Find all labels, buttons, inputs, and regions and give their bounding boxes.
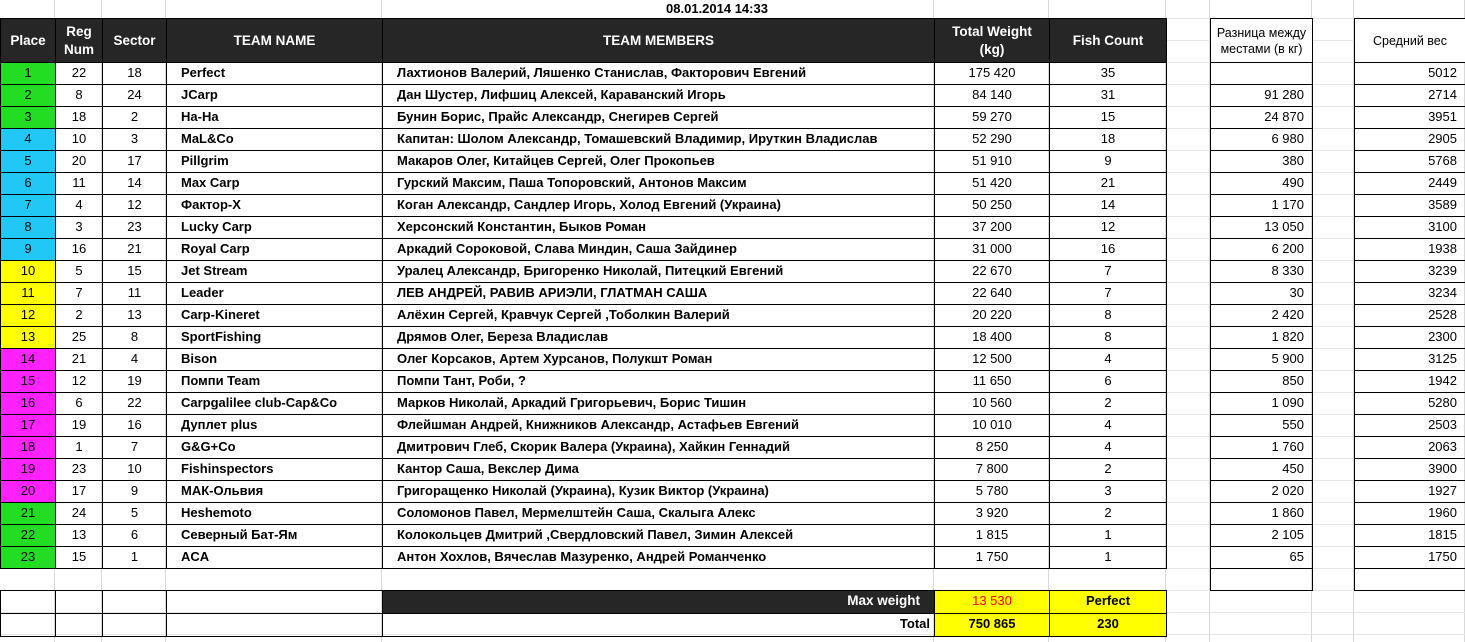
team-name-cell[interactable]: SportFishing <box>166 326 383 349</box>
sector-cell[interactable]: 6 <box>102 524 167 547</box>
avg-cell[interactable]: 2714 <box>1354 84 1465 107</box>
reg-num-cell[interactable]: 6 <box>55 392 103 415</box>
place-cell[interactable]: 18 <box>0 436 56 459</box>
team-name-cell[interactable]: MaL&Co <box>166 128 383 151</box>
sector-cell[interactable]: 2 <box>102 106 167 129</box>
header-team-members[interactable]: TEAM MEMBERS <box>382 18 935 63</box>
avg-cell[interactable]: 1750 <box>1354 546 1465 569</box>
team-name-cell[interactable]: Pillgrim <box>166 150 383 173</box>
sector-cell[interactable]: 9 <box>102 480 167 503</box>
place-cell[interactable]: 7 <box>0 194 56 217</box>
team-name-cell[interactable]: МАК-Ольвия <box>166 480 383 503</box>
avg-cell[interactable]: 3100 <box>1354 216 1465 239</box>
max-weight-value[interactable]: 13 530 <box>934 590 1050 614</box>
header-total-weight[interactable]: Total Weight (kg) <box>934 18 1050 63</box>
team-name-cell[interactable]: G&G+Co <box>166 436 383 459</box>
reg-num-cell[interactable]: 19 <box>55 414 103 437</box>
header-reg-num[interactable]: Reg Num <box>55 18 103 63</box>
team-name-cell[interactable]: Leader <box>166 282 383 305</box>
footer-empty-sector[interactable] <box>102 590 167 614</box>
total-weight-cell[interactable]: 31 000 <box>934 238 1050 261</box>
team-members-cell[interactable]: Соломонов Павел, Мермелштейн Саша, Скалыга Алекс <box>382 502 935 525</box>
total-weight-cell[interactable]: 7 800 <box>934 458 1050 481</box>
fish-count-cell[interactable]: 7 <box>1049 260 1167 283</box>
diff-cell[interactable]: 65 <box>1210 546 1313 569</box>
team-members-cell[interactable]: Коган Александр, Сандлер Игорь, Холод Евгений (Украина) <box>382 194 935 217</box>
fish-count-cell[interactable]: 2 <box>1049 458 1167 481</box>
diff-cell[interactable]: 2 020 <box>1210 480 1313 503</box>
fish-count-cell[interactable]: 21 <box>1049 172 1167 195</box>
fish-count-cell[interactable]: 15 <box>1049 106 1167 129</box>
total-fish-count-value[interactable]: 230 <box>1049 613 1167 637</box>
team-members-cell[interactable]: Колокольцев Дмитрий ,Свердловский Павел, Зимин Алексей <box>382 524 935 547</box>
team-members-cell[interactable]: Уралец Александр, Бригоренко Николай, Питецкий Евгений <box>382 260 935 283</box>
place-cell[interactable]: 4 <box>0 128 56 151</box>
reg-num-cell[interactable]: 4 <box>55 194 103 217</box>
reg-num-cell[interactable]: 12 <box>55 370 103 393</box>
avg-empty-cell[interactable] <box>1354 568 1465 591</box>
team-members-cell[interactable]: Аркадий Сороковой, Слава Миндин, Саша Зайдинер <box>382 238 935 261</box>
avg-cell[interactable]: 2063 <box>1354 436 1465 459</box>
place-cell[interactable]: 21 <box>0 502 56 525</box>
header-diff[interactable]: Разница между местами (в кг) <box>1210 18 1313 63</box>
team-members-cell[interactable]: Дан Шустер, Лифшиц Алексей, Караванский Игорь <box>382 84 935 107</box>
avg-cell[interactable]: 3589 <box>1354 194 1465 217</box>
sector-cell[interactable]: 7 <box>102 436 167 459</box>
total-label: Total <box>382 613 935 637</box>
fish-count-cell[interactable]: 9 <box>1049 150 1167 173</box>
avg-cell[interactable]: 2300 <box>1354 326 1465 349</box>
sector-cell[interactable]: 19 <box>102 370 167 393</box>
team-members-cell[interactable]: Помпи Тант, Роби, ? <box>382 370 935 393</box>
diff-cell[interactable]: 550 <box>1210 414 1313 437</box>
team-members-cell[interactable]: Капитан: Шолом Александр, Томашевский Владимир, Ируткин Владислав <box>382 128 935 151</box>
team-name-cell[interactable]: Heshemoto <box>166 502 383 525</box>
sector-cell[interactable]: 1 <box>102 546 167 569</box>
footer-empty-reg[interactable] <box>55 590 103 614</box>
avg-cell[interactable]: 1942 <box>1354 370 1465 393</box>
place-cell[interactable]: 20 <box>0 480 56 503</box>
team-name-cell[interactable]: Дуплет plus <box>166 414 383 437</box>
fish-count-cell[interactable]: 18 <box>1049 128 1167 151</box>
sector-cell[interactable]: 16 <box>102 414 167 437</box>
diff-cell[interactable]: 2 420 <box>1210 304 1313 327</box>
place-cell[interactable]: 1 <box>0 62 56 85</box>
avg-cell[interactable]: 1938 <box>1354 238 1465 261</box>
team-name-cell[interactable]: Bison <box>166 348 383 371</box>
reg-num-cell[interactable]: 16 <box>55 238 103 261</box>
sector-cell[interactable]: 18 <box>102 62 167 85</box>
team-members-cell[interactable]: Бунин Борис, Прайс Александр, Снегирев Сергей <box>382 106 935 129</box>
diff-cell[interactable]: 8 330 <box>1210 260 1313 283</box>
diff-cell[interactable]: 450 <box>1210 458 1313 481</box>
fish-count-cell[interactable]: 12 <box>1049 216 1167 239</box>
place-cell[interactable]: 13 <box>0 326 56 349</box>
place-cell[interactable]: 10 <box>0 260 56 283</box>
reg-num-cell[interactable]: 20 <box>55 150 103 173</box>
reg-num-cell[interactable]: 11 <box>55 172 103 195</box>
total-weight-cell[interactable]: 22 670 <box>934 260 1050 283</box>
footer2-empty-team[interactable] <box>166 613 383 637</box>
team-members-cell[interactable]: Лахтионов Валерий, Ляшенко Станислав, Факторович Евгений <box>382 62 935 85</box>
place-cell[interactable]: 6 <box>0 172 56 195</box>
total-weight-cell[interactable]: 51 910 <box>934 150 1050 173</box>
reg-num-cell[interactable]: 5 <box>55 260 103 283</box>
avg-cell[interactable]: 3125 <box>1354 348 1465 371</box>
diff-empty-cell[interactable] <box>1210 568 1313 591</box>
footer-empty-place[interactable] <box>0 590 56 614</box>
total-weight-cell[interactable]: 3 920 <box>934 502 1050 525</box>
sector-cell[interactable]: 5 <box>102 502 167 525</box>
team-name-cell[interactable]: Perfect <box>166 62 383 85</box>
team-members-cell[interactable]: Григоращенко Николай (Украина), Кузик Виктор (Украина) <box>382 480 935 503</box>
diff-cell[interactable]: 2 105 <box>1210 524 1313 547</box>
total-weight-cell[interactable]: 8 250 <box>934 436 1050 459</box>
place-cell[interactable]: 3 <box>0 106 56 129</box>
diff-cell[interactable]: 1 860 <box>1210 502 1313 525</box>
fish-count-cell[interactable]: 14 <box>1049 194 1167 217</box>
sector-cell[interactable]: 3 <box>102 128 167 151</box>
diff-cell[interactable]: 5 900 <box>1210 348 1313 371</box>
avg-cell[interactable]: 3951 <box>1354 106 1465 129</box>
avg-cell[interactable]: 1815 <box>1354 524 1465 547</box>
fish-count-cell[interactable]: 2 <box>1049 392 1167 415</box>
total-weight-cell[interactable]: 20 220 <box>934 304 1050 327</box>
reg-num-cell[interactable]: 8 <box>55 84 103 107</box>
diff-cell[interactable]: 1 820 <box>1210 326 1313 349</box>
fish-count-cell[interactable]: 4 <box>1049 414 1167 437</box>
team-members-cell[interactable]: Олег Корсаков, Артем Хурсанов, Полукшт Роман <box>382 348 935 371</box>
place-cell[interactable]: 5 <box>0 150 56 173</box>
team-members-cell[interactable]: Кантор Саша, Векслер Дима <box>382 458 935 481</box>
sector-cell[interactable]: 4 <box>102 348 167 371</box>
total-weight-cell[interactable]: 12 500 <box>934 348 1050 371</box>
total-weight-cell[interactable]: 52 290 <box>934 128 1050 151</box>
reg-num-cell[interactable]: 15 <box>55 546 103 569</box>
reg-num-cell[interactable]: 23 <box>55 458 103 481</box>
team-members-cell[interactable]: Алёхин Сергей, Кравчук Сергей ,Тоболкин Валерий <box>382 304 935 327</box>
diff-cell[interactable]: 13 050 <box>1210 216 1313 239</box>
total-weight-cell[interactable]: 84 140 <box>934 84 1050 107</box>
fish-count-cell[interactable]: 1 <box>1049 524 1167 547</box>
total-weight-cell[interactable]: 37 200 <box>934 216 1050 239</box>
avg-cell[interactable]: 1960 <box>1354 502 1465 525</box>
team-members-cell[interactable]: Макаров Олег, Китайцев Сергей, Олег Прокопьев <box>382 150 935 173</box>
diff-cell[interactable]: 850 <box>1210 370 1313 393</box>
sector-cell[interactable]: 23 <box>102 216 167 239</box>
team-members-cell[interactable]: Флейшман Андрей, Книжников Александр, Астафьев Евгений <box>382 414 935 437</box>
team-name-cell[interactable]: Ha-Ha <box>166 106 383 129</box>
fish-count-cell[interactable]: 16 <box>1049 238 1167 261</box>
team-name-cell[interactable]: Фактор-X <box>166 194 383 217</box>
fish-count-cell[interactable]: 1 <box>1049 546 1167 569</box>
reg-num-cell[interactable]: 17 <box>55 480 103 503</box>
fish-count-cell[interactable]: 3 <box>1049 480 1167 503</box>
diff-cell[interactable]: 1 090 <box>1210 392 1313 415</box>
sector-cell[interactable]: 10 <box>102 458 167 481</box>
total-weight-cell[interactable]: 22 640 <box>934 282 1050 305</box>
sector-cell[interactable]: 21 <box>102 238 167 261</box>
fish-count-cell[interactable]: 4 <box>1049 436 1167 459</box>
reg-num-cell[interactable]: 21 <box>55 348 103 371</box>
avg-cell[interactable]: 5280 <box>1354 392 1465 415</box>
diff-cell[interactable]: 490 <box>1210 172 1313 195</box>
team-name-cell[interactable]: Помпи Team <box>166 370 383 393</box>
avg-cell[interactable]: 3239 <box>1354 260 1465 283</box>
fish-count-cell[interactable]: 35 <box>1049 62 1167 85</box>
total-weight-value[interactable]: 750 865 <box>934 613 1050 637</box>
team-members-cell[interactable]: ЛЕВ АНДРЕЙ, РАВИВ АРИЭЛИ, ГЛАТМАН САША <box>382 282 935 305</box>
diff-cell[interactable]: 380 <box>1210 150 1313 173</box>
footer2-empty-place[interactable] <box>0 613 56 637</box>
fish-count-cell[interactable]: 4 <box>1049 348 1167 371</box>
team-name-cell[interactable]: JCarp <box>166 84 383 107</box>
fish-count-cell[interactable]: 8 <box>1049 326 1167 349</box>
place-cell[interactable]: 2 <box>0 84 56 107</box>
fish-count-cell[interactable]: 2 <box>1049 502 1167 525</box>
place-cell[interactable]: 19 <box>0 458 56 481</box>
max-weight-label: Max weight <box>382 590 935 614</box>
place-cell[interactable]: 14 <box>0 348 56 371</box>
team-members-cell[interactable]: Гурский Максим, Паша Топоровский, Антонов Максим <box>382 172 935 195</box>
sector-cell[interactable]: 22 <box>102 392 167 415</box>
header-avg[interactable]: Средний вес <box>1354 18 1465 63</box>
diff-cell[interactable]: 24 870 <box>1210 106 1313 129</box>
team-name-cell[interactable]: ACA <box>166 546 383 569</box>
team-members-cell[interactable]: Антон Хохлов, Вячеслав Мазуренко, Андрей Романченко <box>382 546 935 569</box>
reg-num-cell[interactable]: 18 <box>55 106 103 129</box>
avg-cell[interactable]: 5012 <box>1354 62 1465 85</box>
total-weight-cell[interactable]: 51 420 <box>934 172 1050 195</box>
sector-cell[interactable]: 12 <box>102 194 167 217</box>
footer2-empty-sector[interactable] <box>102 613 167 637</box>
place-cell[interactable]: 17 <box>0 414 56 437</box>
diff-cell[interactable]: 6 980 <box>1210 128 1313 151</box>
avg-cell[interactable]: 2503 <box>1354 414 1465 437</box>
sector-cell[interactable]: 11 <box>102 282 167 305</box>
footer2-empty-reg[interactable] <box>55 613 103 637</box>
fish-count-cell[interactable]: 7 <box>1049 282 1167 305</box>
reg-num-cell[interactable]: 24 <box>55 502 103 525</box>
date-header: 08.01.2014 14:33 <box>666 1 768 16</box>
reg-num-cell[interactable]: 10 <box>55 128 103 151</box>
avg-cell[interactable]: 5768 <box>1354 150 1465 173</box>
avg-cell[interactable]: 2449 <box>1354 172 1465 195</box>
sector-cell[interactable]: 15 <box>102 260 167 283</box>
place-cell[interactable]: 12 <box>0 304 56 327</box>
total-weight-cell[interactable]: 18 400 <box>934 326 1050 349</box>
footer-empty-team[interactable] <box>166 590 383 614</box>
diff-cell[interactable]: 6 200 <box>1210 238 1313 261</box>
header-place[interactable]: Place <box>0 18 56 63</box>
diff-cell[interactable]: 1 760 <box>1210 436 1313 459</box>
reg-num-cell[interactable]: 25 <box>55 326 103 349</box>
fish-count-cell[interactable]: 6 <box>1049 370 1167 393</box>
reg-num-cell[interactable]: 2 <box>55 304 103 327</box>
team-members-cell[interactable]: Херсонский Константин, Быков Роман <box>382 216 935 239</box>
place-cell[interactable]: 15 <box>0 370 56 393</box>
total-weight-cell[interactable]: 11 650 <box>934 370 1050 393</box>
team-name-cell[interactable]: Carp-Kineret <box>166 304 383 327</box>
team-members-cell[interactable]: Марков Николай, Аркадий Григорьевич, Борис Тишин <box>382 392 935 415</box>
reg-num-cell[interactable]: 3 <box>55 216 103 239</box>
sector-cell[interactable]: 14 <box>102 172 167 195</box>
team-name-cell[interactable]: Royal Carp <box>166 238 383 261</box>
sector-cell[interactable]: 13 <box>102 304 167 327</box>
header-team-name[interactable]: TEAM NAME <box>166 18 383 63</box>
avg-cell[interactable]: 3900 <box>1354 458 1465 481</box>
total-weight-cell[interactable]: 59 270 <box>934 106 1050 129</box>
sector-cell[interactable]: 24 <box>102 84 167 107</box>
team-members-cell[interactable]: Дмитрович Глеб, Скорик Валера (Украина), Хайкин Геннадий <box>382 436 935 459</box>
diff-cell[interactable] <box>1210 62 1313 85</box>
total-weight-cell[interactable]: 1 815 <box>934 524 1050 547</box>
reg-num-cell[interactable]: 13 <box>55 524 103 547</box>
total-weight-cell[interactable]: 175 420 <box>934 62 1050 85</box>
place-cell[interactable]: 16 <box>0 392 56 415</box>
team-name-cell[interactable]: Fishinspectors <box>166 458 383 481</box>
fish-count-cell[interactable]: 8 <box>1049 304 1167 327</box>
avg-cell[interactable]: 1927 <box>1354 480 1465 503</box>
avg-cell[interactable]: 3234 <box>1354 282 1465 305</box>
total-weight-cell[interactable]: 1 750 <box>934 546 1050 569</box>
diff-cell[interactable]: 30 <box>1210 282 1313 305</box>
team-name-cell[interactable]: Max Carp <box>166 172 383 195</box>
place-cell[interactable]: 8 <box>0 216 56 239</box>
total-weight-cell[interactable]: 10 560 <box>934 392 1050 415</box>
max-weight-team[interactable]: Perfect <box>1049 590 1167 614</box>
sector-cell[interactable]: 8 <box>102 326 167 349</box>
diff-cell[interactable]: 1 170 <box>1210 194 1313 217</box>
reg-num-cell[interactable]: 22 <box>55 62 103 85</box>
fish-count-cell[interactable]: 31 <box>1049 84 1167 107</box>
team-name-cell[interactable]: Jet Stream <box>166 260 383 283</box>
total-weight-cell[interactable]: 5 780 <box>934 480 1050 503</box>
reg-num-cell[interactable]: 1 <box>55 436 103 459</box>
team-name-cell[interactable]: Carpgalilee club-Cap&Co <box>166 392 383 415</box>
sector-cell[interactable]: 17 <box>102 150 167 173</box>
team-name-cell[interactable]: Lucky Carp <box>166 216 383 239</box>
avg-cell[interactable]: 2528 <box>1354 304 1465 327</box>
team-name-cell[interactable]: Северный Бат-Ям <box>166 524 383 547</box>
team-members-cell[interactable]: Дрямов Олег, Береза Владислав <box>382 326 935 349</box>
place-cell[interactable]: 11 <box>0 282 56 305</box>
place-cell[interactable]: 23 <box>0 546 56 569</box>
reg-num-cell[interactable]: 7 <box>55 282 103 305</box>
diff-cell[interactable]: 91 280 <box>1210 84 1313 107</box>
avg-cell[interactable]: 2905 <box>1354 128 1465 151</box>
place-cell[interactable]: 9 <box>0 238 56 261</box>
total-weight-cell[interactable]: 10 010 <box>934 414 1050 437</box>
total-weight-cell[interactable]: 50 250 <box>934 194 1050 217</box>
place-cell[interactable]: 22 <box>0 524 56 547</box>
header-sector[interactable]: Sector <box>102 18 167 63</box>
header-fish-count[interactable]: Fish Count <box>1049 18 1167 63</box>
